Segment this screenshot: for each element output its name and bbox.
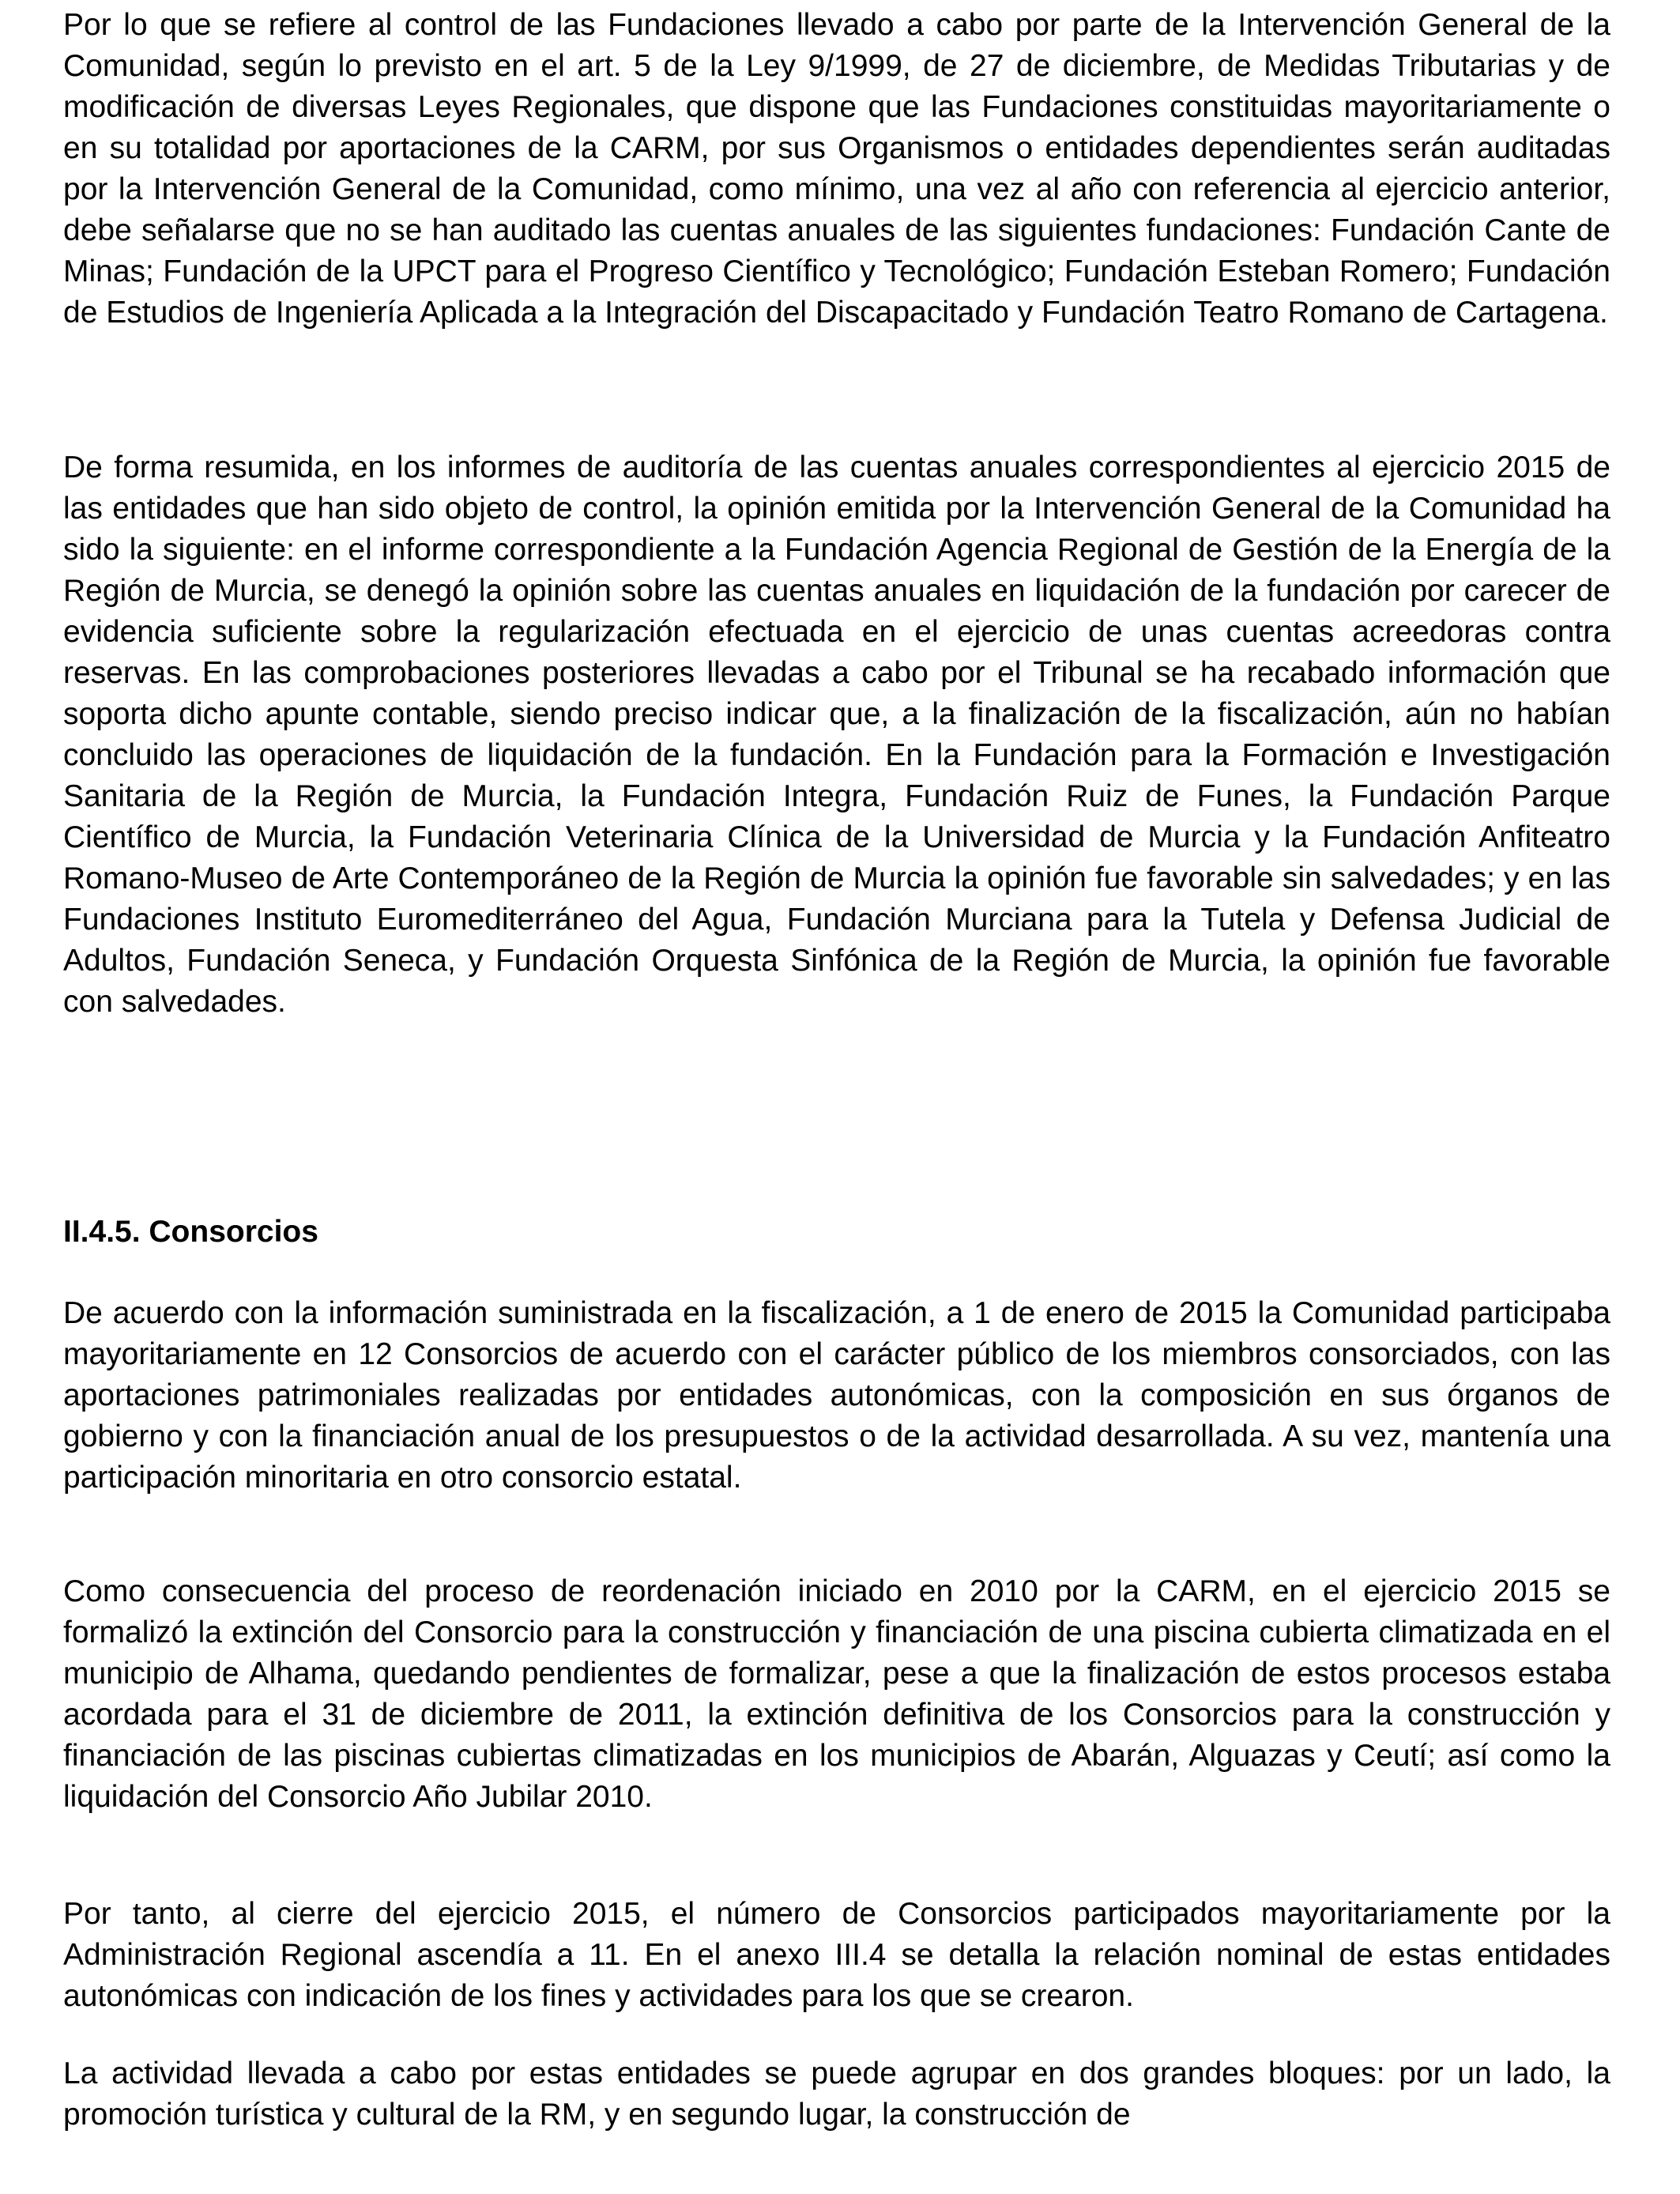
paragraph-cierre-ejercicio: Por tanto, al cierre del ejercicio 2015, el número de Consorcios participados mayoritariamente por la Administración Regional ascendía a 11. En el anexo III.4 se detalla la relación nominal de estas entidades autonómicas con indicación de los fines y actividades para los que se crearon. <box>63 1897 1610 2013</box>
section-heading: II.4.5. Consorcios <box>63 1215 318 1249</box>
paragraph-fundaciones-control: Por lo que se refiere al control de las Fundaciones llevado a cabo por parte de la Intervención General de la Comunidad, según lo previsto en el art. 5 de la Ley 9/1999, de 27 de diciembre, de Medidas Tributarias y de modificación de diversas Leyes Regionales, que dispone que las Fundaciones constituidas mayoritariamente o en su totalidad por aportaciones de la CARM, por sus Organismos o entidades dependientes serán auditadas por la Intervención General de la Comunidad, como mínimo, una vez al año con referencia al ejercicio anterior, debe señalarse que no se han auditado las cuentas anuales de las siguientes fundaciones: Fundación Cante de Minas; Fundación de la UPCT para el Progreso Científico y Tecnológico; Fundación Esteban Romero; Fundación de Estudios de Ingeniería Aplicada a la Integración del Discapacitado y Fundación Teatro Romano de Cartagena. <box>63 8 1610 330</box>
paragraph-consorcios-participacion: De acuerdo con la información suministrada en la fiscalización, a 1 de enero de 2015 la Comunidad participaba mayoritariamente en 12 Consorcios de acuerdo con el carácter público de los miembros consorciados, con las aportaciones patrimoniales realizadas por entidades autonómicas, con la composición en sus órganos de gobierno y con la financiación anual de los presupuestos o de la actividad desarrollada. A su vez, mantenía una participación minoritaria en otro consorcio estatal. <box>63 1296 1610 1495</box>
paragraph-actividad: La actividad llevada a cabo por estas entidades se puede agrupar en dos grandes bloques: por un lado, la promoción turística y cultural de la RM, y en segundo lugar, la construcción de <box>63 2056 1610 2132</box>
paragraph-auditoria-opinion: De forma resumida, en los informes de auditoría de las cuentas anuales correspondientes al ejercicio 2015 de las entidades que han sido objeto de control, la opinión emitida por la Intervención General de la Comunidad ha sido la siguiente: en el informe correspondiente a la Fundación Agencia Regional de Gestión de la Energía de la Región de Murcia, se denegó la opinión sobre las cuentas anuales en liquidación de la fundación por carecer de evidencia suficiente sobre la regularización efectuada en el ejercicio de unas cuentas acreedoras contra reservas. En las comprobaciones posteriores llevadas a cabo por el Tribunal se ha recabado información que soporta dicho apunte contable, siendo preciso indicar que, a la finalización de la fiscalización, aún no habían concluido las operaciones de liquidación de la fundación. En la Fundación para la Formación e Investigación Sanitaria de la Región de Murcia, la Fundación Integra, Fundación Ruiz de Funes, la Fundación Parque Científico de Murcia, la Fundación Veterinaria Clínica de la Universidad de Murcia y la Fundación Anfiteatro Romano-Museo de Arte Contemporáneo de la Región de Murcia la opinión fue favorable sin salvedades; y en las Fundaciones Instituto Euromediterráneo del Agua, Fundación Murciana para la Tutela y Defensa Judicial de Adultos, Fundación Seneca, y Fundación Orquesta Sinfónica de la Región de Murcia, la opinión fue favorable con salvedades. <box>63 450 1610 1019</box>
paragraph-reordenacion: Como consecuencia del proceso de reordenación iniciado en 2010 por la CARM, en el ejercicio 2015 se formalizó la extinción del Consorcio para la construcción y financiación de una piscina cubierta climatizada en el municipio de Alhama, quedando pendientes de formalizar, pese a que la finalización de estos procesos estaba acordada para el 31 de diciembre de 2011, la extinción definitiva de los Consorcios para la construcción y financiación de las piscinas cubiertas climatizadas en los municipios de Abarán, Alguazas y Ceutí; así como la liquidación del Consorcio Año Jubilar 2010. <box>63 1574 1610 1814</box>
